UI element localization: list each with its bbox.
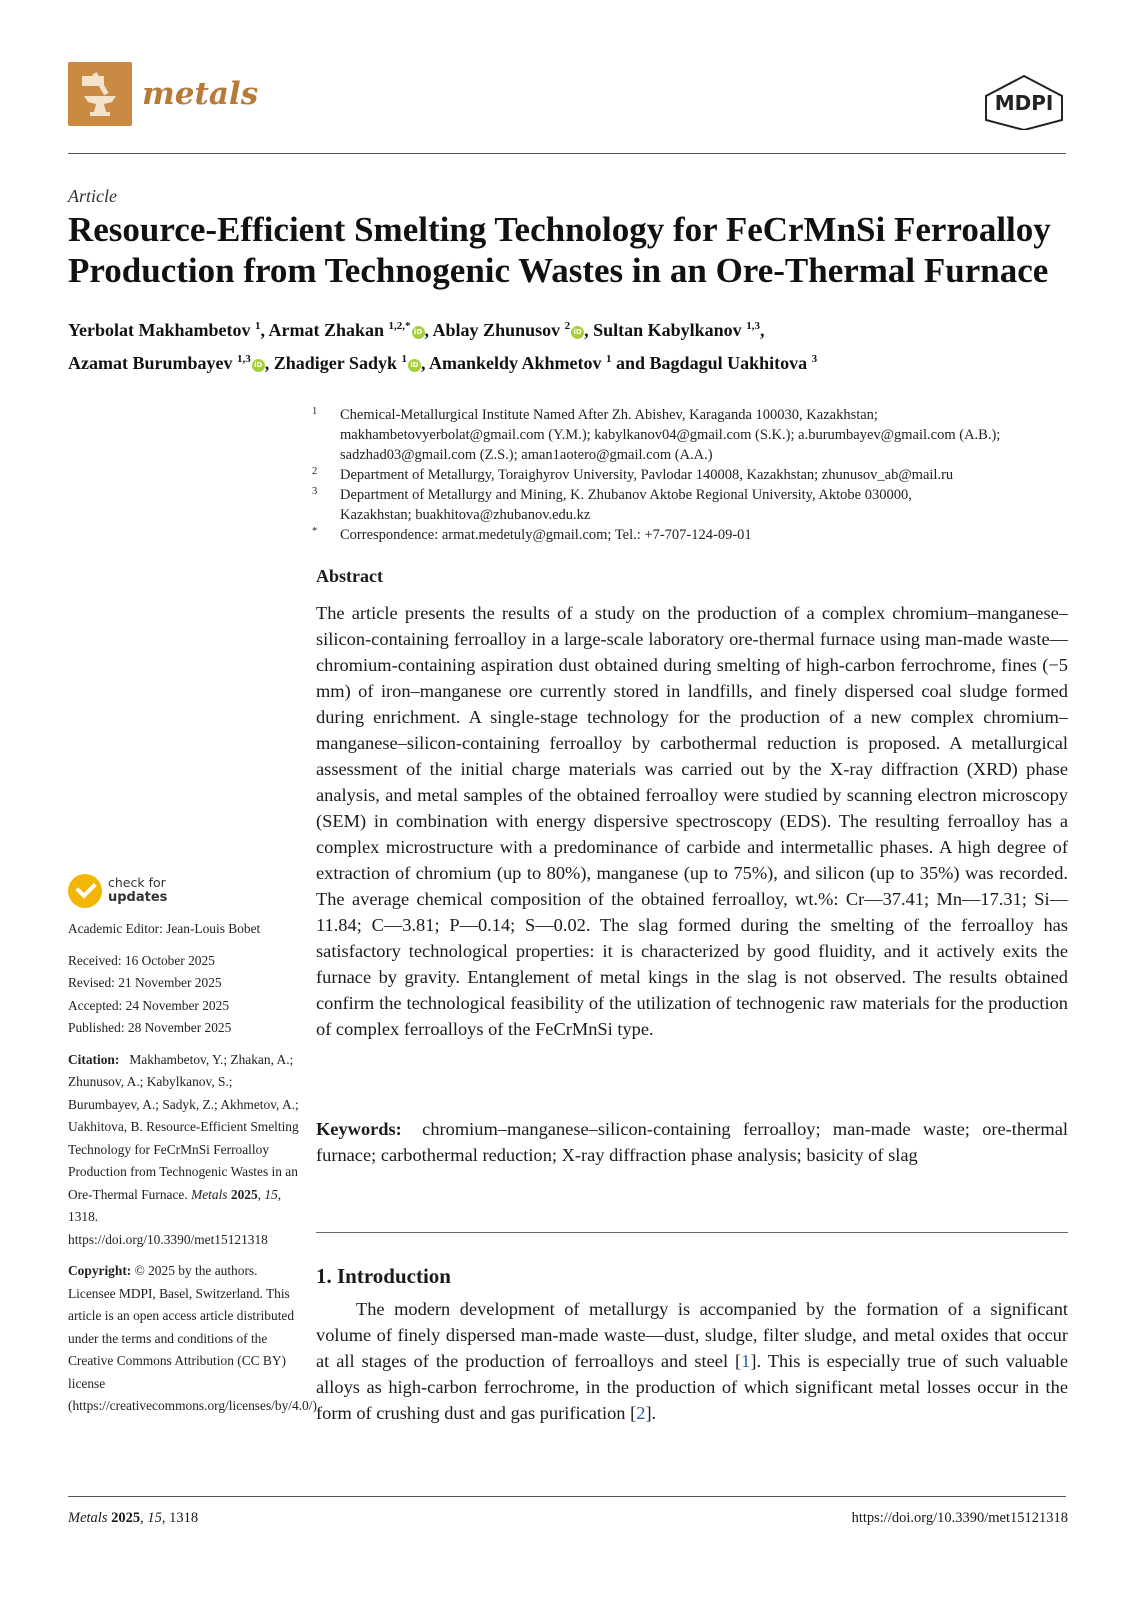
- date-received: Received: 16 October 2025: [68, 952, 215, 968]
- abstract-text: The article presents the results of a study on the production of a complex chromium–manganese–silicon-containing ferroalloy in a large-scale laboratory ore-thermal furnace using man-made waste—chromium-containing aspiration dust obtained during smelting of high-carbon ferrochrome, fines (−5 mm) of iron–manganese ore currently stored in landfills, and finely dispersed coal sludge formed during enrichment. A single-stage technology for the production of a new complex chromium–manganese–silicon-containing ferroalloy by carbothermal reduction is proposed. A metallurgical assessment of the initial charge materials was carried out by the X-ray diffraction (XRD) phase analysis, and metal samples of the obtained ferroalloy were studied by scanning electron microscopy (SEM) in combination with energy dispersive spectroscopy (EDS). The resulting ferroalloy has a complex microstructure with a predominance of carbide and intermetallic phases. A high degree of extraction of chromium (up to 80%), manganese (up to 75%), and silicon (up to 35%) was recorded. The average chemical composition of the obtained ferroalloy, wt.%: Cr—37.41; Mn—17.31; Si—11.84; C—3.81; P—0.14; S—0.02. The slag formed during the smelting of the ferroalloy has satisfactory technological properties: it is characterized by good fluidity, and it actively exits the furnace by gravity. Entanglement of metal kings in the slag is not observed. The results obtained confirm the technological feasibility of the utilization of technogenic raw materials for the production of complex ferroalloys of the FeCrMnSi type.: [316, 603, 1068, 1039]
- keywords-text: chromium–manganese–silicon-containing ferroalloy; man-made waste; ore-thermal furnace; carbothermal reduction; X-ray diffraction phase analysis; basicity of slag: [316, 1119, 1068, 1165]
- affiliation: 1 Chemical-Metallurgical Institute Named After Zh. Abishev, Karaganda 100030, Kazakhstan; makhambetovyerbolat@gmail.com (Y.M.); kabylkanov04@gmail.com (S.K.); a.burumbayev@gmail.com (A.B.); sadzhad03@gmail.com (Z.S.); aman1aotero@gmail.com (A.A.): [312, 405, 1068, 465]
- footer-citation: Metals 2025, 15, 1318: [68, 1510, 199, 1526]
- section-heading-introduction: 1. Introduction: [316, 1264, 451, 1288]
- orcid-icon[interactable]: iD: [252, 359, 265, 372]
- affiliation-emails[interactable]: makhambetovyerbolat@gmail.com (Y.M.); kabylkanov04@gmail.com (S.K.); a.burumbayev@gmail.com (A.B.);: [340, 427, 1001, 443]
- date-published: Published: 28 November 2025: [68, 1020, 232, 1035]
- orcid-icon[interactable]: iD: [571, 326, 584, 339]
- check-icon: [68, 874, 102, 908]
- date-revised: Revised: 21 November 2025: [68, 975, 222, 990]
- article-title: [68, 209, 1068, 291]
- affiliation: 3 Department of Metallurgy and Mining, K. Zhubanov Aktobe Regional University, Aktobe 030000, Kazakhstan; buakhitova@zhubanov.edu.kz: [312, 486, 912, 523]
- affiliations: [312, 405, 1068, 545]
- author: Sultan Kabylkanov $^{1,3}$,: [593, 320, 765, 340]
- journal-name: metals: [142, 76, 259, 112]
- author: Zhadiger Sadyk $^1$ iD ,: [273, 353, 429, 373]
- abstract-heading: Abstract: [316, 566, 383, 586]
- journal-logo-icon: [68, 62, 132, 126]
- author: Ablay Zhunusov $^2$ iD ,: [432, 320, 594, 340]
- introduction-paragraph: The modern development of metallurgy is accompanied by the formation of a significant volume of finely dispersed man-made waste—dust, sludge, filter sludge, and metal oxides that occur at all stages of the production of ferroalloys and steel [1]. This is especially true of such valuable alloys as high-carbon ferrochrome, in the production of which significant metal losses occur in the form of crushing dust and gas purification [2].: [316, 1299, 1068, 1423]
- author: Bagdagul Uakhitova $^3$: [649, 353, 818, 373]
- citation-doi[interactable]: , 1318. https://doi.org/10.3390/met15121318: [68, 1186, 282, 1247]
- article-type: Article: [68, 186, 117, 206]
- reference-link[interactable]: 1: [741, 1351, 751, 1371]
- title-line-1: Resource-Efficient Smelting Technology for FeCrMnSi Ferroalloy: [68, 210, 1051, 249]
- affiliation: 2 Department of Metallurgy, Toraighyrov University, Pavlodar 140008, Kazakhstan; zhunusov_ab@mail.ru: [312, 466, 954, 483]
- article-info-sidebar: [68, 918, 321, 1418]
- author: Azamat Burumbayev $^{1,3}$ iD ,: [68, 353, 274, 373]
- author-list: [68, 312, 1068, 378]
- citation: Citation: Makhambetov, Y.; Zhakan, A.; Zhunusov, A.; Kabylkanov, S.; Burumbayev, A.; Sadyk, Z.; Akhmetov, A.; Uakhitova, B. Resource-Efficient Smelting Technology for FeCrMnSi Ferroalloy Production from Technogenic Wastes in an Ore-Thermal Furnace. Metals 2025, 15, 1318. https://doi.org/10.3390/met15121318: [68, 1051, 299, 1247]
- author: Yerbolat Makhambetov $^1$,: [68, 320, 269, 340]
- academic-editor: Academic Editor: Jean-Louis Bobet: [68, 921, 261, 936]
- reference-link[interactable]: 2: [636, 1403, 646, 1423]
- orcid-icon[interactable]: iD: [412, 326, 425, 339]
- header-rule: [68, 153, 1066, 154]
- check-for-updates-badge[interactable]: check for updates: [68, 872, 178, 912]
- title-line-2: Production from Technogenic Wastes in an Ore-Thermal Furnace: [68, 251, 1049, 290]
- author: Amankeldy Akhmetov $^1$ and: [428, 353, 650, 373]
- author: Armat Zhakan $^{1,2,*}$ iD ,: [268, 320, 433, 340]
- correspondence: * Correspondence: armat.medetuly@gmail.com; Tel.: +7-707-124-09-01: [312, 526, 752, 543]
- keywords: [316, 1116, 1068, 1168]
- footer-rule: [68, 1496, 1066, 1497]
- section-divider: [316, 1232, 1068, 1233]
- date-accepted: Accepted: 24 November 2025: [68, 997, 230, 1013]
- publisher-logo: [982, 74, 1066, 130]
- keywords-label: Keywords:: [316, 1119, 402, 1139]
- footer-doi[interactable]: https://doi.org/10.3390/met15121318: [851, 1510, 1068, 1526]
- affiliation-emails[interactable]: sadzhad03@gmail.com (Z.S.); aman1aotero@gmail.com (A.A.): [340, 447, 713, 463]
- orcid-icon[interactable]: iD: [408, 359, 421, 372]
- publisher-name: MDPI: [994, 91, 1054, 115]
- copyright: Copyright: © 2025 by the authors. Licensee MDPI, Basel, Switzerland. This article is an open access article distributed under the terms and conditions of the Creative Commons Attribution (CC BY) license (https://creativecommons.org/licenses/by/4.0/).: [68, 1263, 321, 1413]
